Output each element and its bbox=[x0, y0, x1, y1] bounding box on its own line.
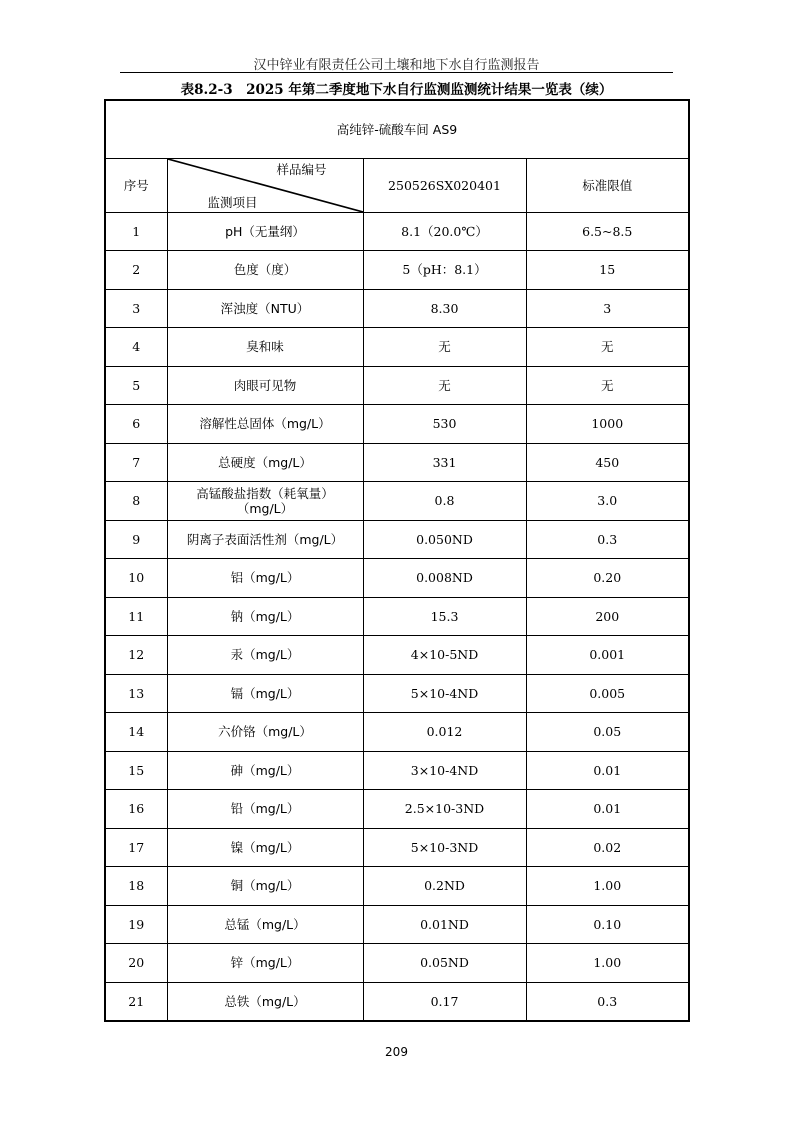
row-number: 11 bbox=[105, 597, 167, 636]
table-row bbox=[105, 520, 689, 559]
header-rule bbox=[120, 72, 673, 73]
page-number: 209 bbox=[385, 1045, 408, 1059]
table-row bbox=[105, 790, 689, 829]
section-title: 高纯锌-硫酸车间 AS9 bbox=[105, 100, 689, 158]
row-number: 14 bbox=[105, 713, 167, 752]
row-number: 20 bbox=[105, 944, 167, 983]
header-row bbox=[105, 158, 689, 212]
standard-limit: 0.05 bbox=[526, 713, 689, 752]
table-row bbox=[105, 405, 689, 444]
monitoring-item: 铅（mg/L） bbox=[167, 790, 363, 829]
diagonal-header-cell bbox=[167, 158, 363, 212]
measured-value: 0.008ND bbox=[363, 559, 526, 598]
row-number: 12 bbox=[105, 636, 167, 675]
monitoring-item: 铝（mg/L） bbox=[167, 559, 363, 598]
monitoring-item: 肉眼可见物 bbox=[167, 366, 363, 405]
row-number: 2 bbox=[105, 251, 167, 290]
monitoring-item: 浑浊度（NTU） bbox=[167, 289, 363, 328]
standard-limit: 1.00 bbox=[526, 867, 689, 906]
standard-limit: 0.01 bbox=[526, 751, 689, 790]
monitoring-item: 砷（mg/L） bbox=[167, 751, 363, 790]
standard-limit: 0.01 bbox=[526, 790, 689, 829]
standard-limit: 0.10 bbox=[526, 905, 689, 944]
row-number: 6 bbox=[105, 405, 167, 444]
monitoring-item: 总锰（mg/L） bbox=[167, 905, 363, 944]
table-row bbox=[105, 366, 689, 405]
row-number: 3 bbox=[105, 289, 167, 328]
standard-limit: 3 bbox=[526, 289, 689, 328]
standard-limit: 15 bbox=[526, 251, 689, 290]
row-number: 1 bbox=[105, 212, 167, 251]
measured-value: 4×10-5ND bbox=[363, 636, 526, 675]
row-number: 4 bbox=[105, 328, 167, 367]
measured-value: 0.17 bbox=[363, 982, 526, 1021]
standard-limit: 1.00 bbox=[526, 944, 689, 983]
monitoring-item: 溶解性总固体（mg/L） bbox=[167, 405, 363, 444]
standard-limit: 无 bbox=[526, 366, 689, 405]
row-number: 9 bbox=[105, 520, 167, 559]
monitoring-item: 镍（mg/L） bbox=[167, 828, 363, 867]
table-row bbox=[105, 713, 689, 752]
monitoring-item: 总硬度（mg/L） bbox=[167, 443, 363, 482]
monitoring-item: 臭和味 bbox=[167, 328, 363, 367]
measured-value: 无 bbox=[363, 366, 526, 405]
measured-value: 8.30 bbox=[363, 289, 526, 328]
col-header-sample-id: 250526SX020401 bbox=[363, 158, 526, 212]
table-title: 表8.2-3 2025 年第二季度地下水自行监测监测统计结果一览表（续） bbox=[180, 82, 613, 98]
col-header-limit: 标准限值 bbox=[526, 158, 689, 212]
standard-limit: 200 bbox=[526, 597, 689, 636]
standard-limit: 0.3 bbox=[526, 982, 689, 1021]
table-row bbox=[105, 328, 689, 367]
section-title-row bbox=[105, 100, 689, 158]
row-number: 21 bbox=[105, 982, 167, 1021]
measured-value: 0.2ND bbox=[363, 867, 526, 906]
row-number: 5 bbox=[105, 366, 167, 405]
table-row bbox=[105, 597, 689, 636]
table-row bbox=[105, 867, 689, 906]
measured-value: 2.5×10-3ND bbox=[363, 790, 526, 829]
table-row bbox=[105, 944, 689, 983]
measured-value: 0.050ND bbox=[363, 520, 526, 559]
table-row bbox=[105, 674, 689, 713]
diag-label-item: 监测项目 bbox=[207, 194, 258, 210]
measured-value: 5×10-3ND bbox=[363, 828, 526, 867]
table-row bbox=[105, 828, 689, 867]
monitoring-item: 钠（mg/L） bbox=[167, 597, 363, 636]
measured-value: 15.3 bbox=[363, 597, 526, 636]
row-number: 16 bbox=[105, 790, 167, 829]
monitoring-item-line1: 高锰酸盐指数（耗氧量） bbox=[196, 485, 334, 501]
diagonal-line bbox=[168, 159, 363, 212]
standard-limit: 0.005 bbox=[526, 674, 689, 713]
table-row bbox=[105, 982, 689, 1021]
row-number: 13 bbox=[105, 674, 167, 713]
row-number: 15 bbox=[105, 751, 167, 790]
monitoring-item: 色度（度） bbox=[167, 251, 363, 290]
row-number: 10 bbox=[105, 559, 167, 598]
measured-value: 5（pH：8.1） bbox=[363, 251, 526, 290]
table-row bbox=[105, 251, 689, 290]
row-number: 7 bbox=[105, 443, 167, 482]
standard-limit: 0.001 bbox=[526, 636, 689, 675]
monitoring-item-line2: （mg/L） bbox=[236, 500, 294, 516]
measured-value: 无 bbox=[363, 328, 526, 367]
standard-limit: 无 bbox=[526, 328, 689, 367]
monitoring-item: 镉（mg/L） bbox=[167, 674, 363, 713]
table-row bbox=[105, 559, 689, 598]
measured-value: 530 bbox=[363, 405, 526, 444]
table-row bbox=[105, 751, 689, 790]
table-row bbox=[105, 289, 689, 328]
standard-limit: 0.02 bbox=[526, 828, 689, 867]
monitoring-item: 铜（mg/L） bbox=[167, 867, 363, 906]
monitoring-item bbox=[167, 482, 363, 521]
row-number: 18 bbox=[105, 867, 167, 906]
standard-limit: 3.0 bbox=[526, 482, 689, 521]
standard-limit: 6.5~8.5 bbox=[526, 212, 689, 251]
measured-value: 0.012 bbox=[363, 713, 526, 752]
row-number: 17 bbox=[105, 828, 167, 867]
measured-value: 0.01ND bbox=[363, 905, 526, 944]
measured-value: 331 bbox=[363, 443, 526, 482]
standard-limit: 1000 bbox=[526, 405, 689, 444]
standard-limit: 0.20 bbox=[526, 559, 689, 598]
measured-value: 5×10-4ND bbox=[363, 674, 526, 713]
table-row bbox=[105, 482, 689, 521]
monitoring-item: pH（无量纲） bbox=[167, 212, 363, 251]
measured-value: 8.1（20.0℃） bbox=[363, 212, 526, 251]
table-row bbox=[105, 636, 689, 675]
monitoring-item: 阴离子表面活性剂（mg/L） bbox=[167, 520, 363, 559]
monitoring-item: 总铁（mg/L） bbox=[167, 982, 363, 1021]
table-row bbox=[105, 443, 689, 482]
report-header: 汉中锌业有限责任公司土壤和地下水自行监测报告 bbox=[253, 58, 540, 73]
row-number: 8 bbox=[105, 482, 167, 521]
monitoring-item: 六价铬（mg/L） bbox=[167, 713, 363, 752]
standard-limit: 450 bbox=[526, 443, 689, 482]
monitoring-results-table bbox=[104, 99, 690, 1022]
col-header-seq: 序号 bbox=[105, 158, 167, 212]
monitoring-item: 汞（mg/L） bbox=[167, 636, 363, 675]
measured-value: 3×10-4ND bbox=[363, 751, 526, 790]
standard-limit: 0.3 bbox=[526, 520, 689, 559]
measured-value: 0.8 bbox=[363, 482, 526, 521]
monitoring-item: 锌（mg/L） bbox=[167, 944, 363, 983]
table-row bbox=[105, 212, 689, 251]
table-row bbox=[105, 905, 689, 944]
row-number: 19 bbox=[105, 905, 167, 944]
measured-value: 0.05ND bbox=[363, 944, 526, 983]
diag-label-sample: 样品编号 bbox=[276, 161, 327, 177]
